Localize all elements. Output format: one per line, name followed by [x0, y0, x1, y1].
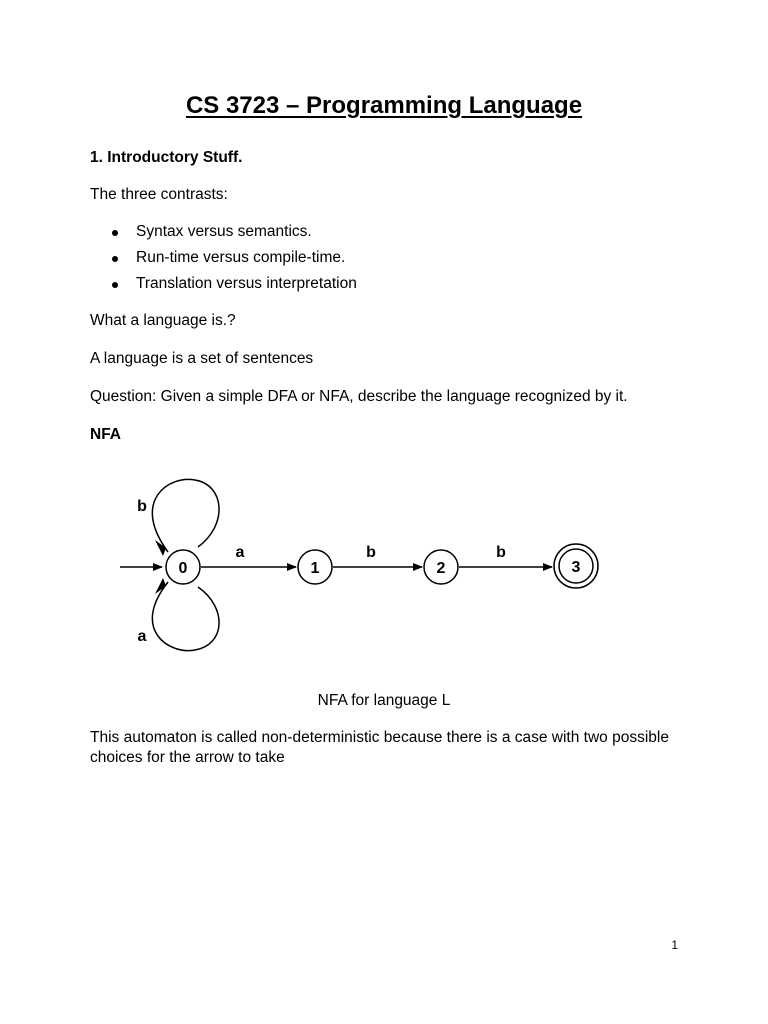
explanation-paragraph: This automaton is called non-deterministic because there is a case with two possible choices for the arrow to take — [90, 729, 669, 766]
section-heading: 1. Introductory Stuff. — [90, 149, 243, 166]
what-language-text: What a language is.? — [90, 312, 236, 329]
list-item: Translation versus interpretation — [108, 274, 357, 300]
state-label-0: 0 — [178, 560, 188, 577]
contrasts-list — [108, 222, 357, 300]
list-item: Run-time versus compile-time. — [108, 248, 357, 274]
self-loop-a — [152, 582, 219, 651]
state-label-3: 3 — [571, 559, 581, 576]
transition-label-1-2: b — [366, 544, 376, 561]
figure-caption: NFA for language L — [317, 692, 451, 709]
question-text: Question: Given a simple DFA or NFA, describe the language recognized by it. — [90, 388, 628, 405]
self-loop-b-arrowhead — [155, 540, 166, 556]
language-definition: A language is a set of sentences — [90, 350, 314, 367]
state-label-2: 2 — [436, 560, 446, 577]
bullet-icon — [112, 230, 118, 236]
loop-label-b: b — [137, 498, 147, 515]
nfa-diagram — [100, 470, 620, 660]
transition-label-0-1: a — [235, 544, 245, 561]
bullet-icon — [112, 282, 118, 288]
nfa-label: NFA — [90, 426, 121, 443]
contrasts-intro: The three contrasts: — [90, 186, 228, 203]
bullet-icon — [112, 256, 118, 262]
list-item: Syntax versus semantics. — [108, 222, 357, 248]
loop-label-a: a — [137, 628, 147, 645]
transition-label-2-3: b — [496, 544, 506, 561]
self-loop-b — [152, 479, 219, 552]
state-label-1: 1 — [310, 560, 320, 577]
page-number: 1 — [671, 938, 678, 952]
page-title: CS 3723 – Programming Language — [185, 92, 583, 119]
